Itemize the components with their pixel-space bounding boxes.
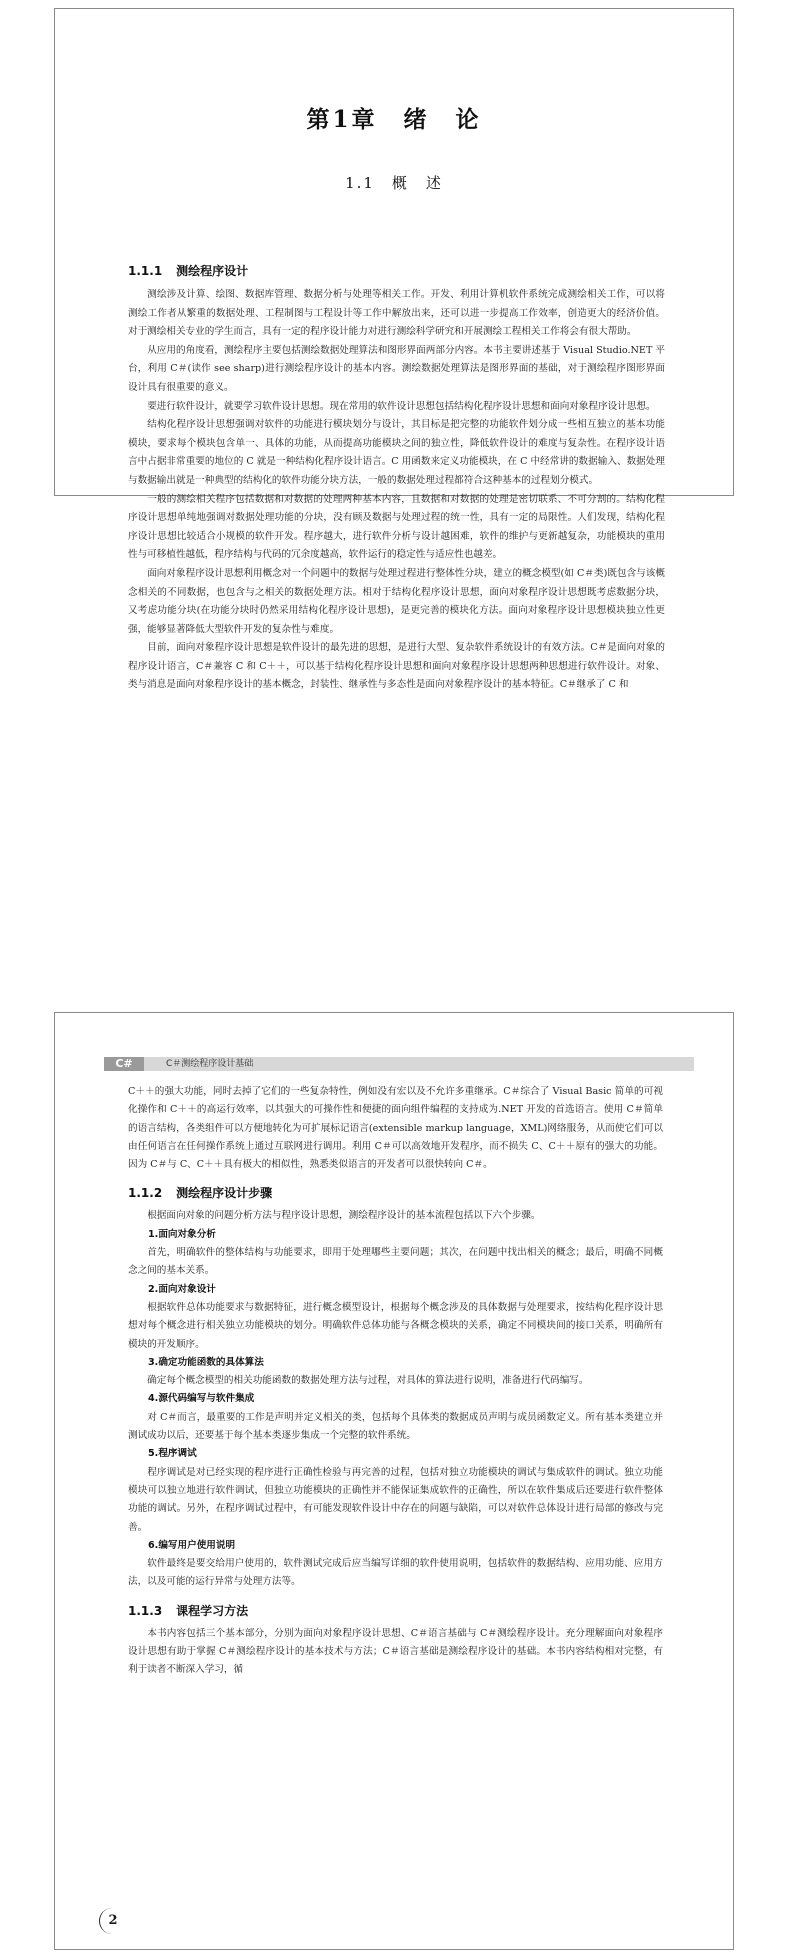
step-text: 程序调试是对已经实现的程序进行正确性检验与再完善的过程，包括对独立功能模块的调试与集成软件的调试。独立功能模块可以独立地进行软件调试，但独立功能模块的正确性并不能保证集成软件的正确性，所以在软件集成后还要进行软件整体功能的调试。另外，在程序调试过程中，有可能发现软件设计中存在的问题与缺陷，可以对软件总体设计进行局部的修改与完善。	[128, 1466, 663, 1533]
body-paragraph: 面向对象程序设计思想利用概念对一个问题中的数据与处理过程进行整体性分块，建立的概念模型(如 C＃类)既包含与该概念相关的不同数据，也包含与之相关的数据处理方法。相对于结构化程序设计思想，面向对象程序设计思想既考虑数据分块，又考虑功能分块(在功能分块时仍然采用结构化程序设计思想)，是更完善的模块化方法。面向对象程序设计思想模块独立性更强，能够显著降低大型软件开发的复杂性与难度。	[128, 567, 665, 635]
subsection-title: 测绘程序设计	[176, 264, 249, 278]
step-title: 2.面向对象设计	[148, 1283, 216, 1295]
step-text: 根据软件总体功能要求与数据特征，进行概念模型设计，根据每个概念涉及的具体数据与处理要求，按结构化程序设计思想对每个概念进行相关独立功能模块的划分。明确软件总体功能与各概念模块的关系，确定不同模块间的接口关系，明确所有模块的开发顺序。	[128, 1301, 663, 1350]
running-header	[104, 1057, 694, 1071]
step-title: 4.源代码编写与软件集成	[148, 1393, 255, 1405]
subsection-title: 课程学习方法	[176, 1603, 249, 1618]
subsection-heading-1-1-3	[128, 1602, 663, 1619]
subsection-heading-1-1-2	[128, 1184, 663, 1201]
csharp-tab-label: C#	[104, 1057, 144, 1071]
body-paragraph: 本书内容包括三个基本部分，分别为面向对象程序设计思想、C＃语言基础与 C＃测绘程序设计。充分理解面向对象程序设计思想有助于掌握 C＃测绘程序设计的基本技术与方法；C＃语言基础是测绘程序设计的基础。本书内容结构相对完整，有利于读者不断深入学习，循	[128, 1627, 663, 1676]
step-text: 确定每个概念模型的相关功能函数的数据处理方法与过程，对具体的算法进行说明，准备进行代码编写。	[147, 1375, 589, 1387]
steps-intro: 根据面向对象的问题分析方法与程序设计思想，测绘程序设计的基本流程包括以下六个步骤。	[147, 1210, 541, 1222]
subsection-number: 1.1.3	[128, 1603, 163, 1618]
page2-body	[128, 1083, 663, 1680]
body-paragraph: 目前，面向对象程序设计思想是软件设计的最先进的思想，是进行大型、复杂软件系统设计的有效方法。C＃是面向对象的程序设计语言，C＃兼容 C 和 C＋＋，可以基于结构化程序设计思想和面向对象程序设计思想两种思想进行软件设计。对象、类与消息是面向对象程序设计的基本概念，封装性、继承性与多态性是面向对象程序设计的基本特征。C＃继承了 C 和	[128, 642, 665, 691]
body-paragraph: 一般的测绘相关程序包括数据和对数据的处理两种基本内容，且数据和对数据的处理是密切联系、不可分割的。结构化程序设计思想单纯地强调对数据处理功能的分块，没有顾及数据与处理过程的统一性，具有一定的局限性。人们发现，结构化程序设计思想比较适合小规模的软件开发。程序越大，进行软件分析与设计越困难，软件的维护与更新越复杂，功能模块的重用性与可移植性越低，程序结构与代码的冗余度越高，软件运行的稳定性与适应性也越差。	[128, 493, 665, 561]
step-title: 3.确定功能函数的具体算法	[148, 1356, 264, 1368]
step-text: 对 C＃而言，最重要的工作是声明并定义相关的类，包括每个具体类的数据成员声明与成员函数定义。所有基本类建立并测试成功以后，还要基于每个基本类逐步集成一个完整的软件系统。	[128, 1411, 663, 1442]
section-title: 1.1 概 述	[345, 174, 443, 192]
body-paragraph: 要进行软件设计，就要学习软件设计思想。现在常用的软件设计思想包括结构化程序设计思想和面向对象程序设计思想。	[147, 400, 656, 412]
step-title: 6.编写用户使用说明	[148, 1539, 236, 1551]
step-title: 5.程序调试	[148, 1448, 197, 1460]
chapter-title: 第1章 绪 论	[306, 106, 482, 133]
subsection-title: 测绘程序设计步骤	[176, 1186, 273, 1201]
step-text: 软件最终是要交给用户使用的，软件测试完成后应当编写详细的软件使用说明，包括软件的数据结构、应用功能、应用方法，以及可能的运行异常与处理方法等。	[128, 1558, 663, 1588]
book-page-2	[54, 1012, 734, 1950]
subsection-number: 1.1.1	[128, 264, 163, 278]
continued-paragraph: C＋＋的强大功能，同时去掉了它们的一些复杂特性，例如没有宏以及不允许多重继承。C＃综合了 Visual Basic 简单的可视化操作和 C＋＋的高运行效率，以其强大的可操作性和便捷的面向组件编程的支持成为.NET 开发的首选语言。使用 C＃简单的语言结构，各类组件可以方便地转化为可扩展标记语言(extensible markup language，XML)网络服务，从而使它们可以由任何语言在任何操作系统上通过互联网进行调用。利用 C＃可以高效地开发程序，而不损失 C、C＋＋原有的强大的功能。因为 C＃与 C、C＋＋具有极大的相似性，熟悉类似语言的开发者可以很快转向 C＃。	[128, 1086, 663, 1171]
body-paragraph: 测绘涉及计算、绘图、数据库管理、数据分析与处理等相关工作。开发、利用计算机软件系统完成测绘相关工作，可以将测绘工作者从繁重的数据处理、工程制图与工程设计等工作中解放出来，还可以进一步提高工作效率，创造更大的经济价值。对于测绘相关专业的学生而言，具有一定的程序设计能力对进行测绘科学研究和开展测绘工程相关工作将会有很大帮助。	[128, 289, 665, 338]
subsection-number: 1.1.2	[128, 1186, 163, 1201]
body-paragraph: 结构化程序设计思想强调对软件的功能进行模块划分与设计，其目标是把完整的功能软件划分成一些相互独立的基本功能模块，要求每个模块包含单一、具体的功能，从而提高功能模块之间的独立性，降低软件设计的难度与复杂性。在程序设计语言中占据非常重要的地位的 C 就是一种结构化程序设计语言。C 用函数来定义功能模块，在 C 中经常讲的数据输入、数据处理与数据输出就是一种典型的结构化的软件功能分块方法，一般的数据处理过程都符合这种基本的过程划分模式。	[128, 419, 665, 486]
step-text: 首先，明确软件的整体结构与功能要求，即用于处理哪些主要问题；其次，在问题中找出相关的概念；最后，明确不同概念之间的基本关系。	[128, 1247, 663, 1277]
running-header-title: C＃测绘程序设计基础	[166, 1059, 254, 1069]
step-title: 1.面向对象分析	[148, 1228, 216, 1240]
body-paragraph: 从应用的角度看，测绘程序主要包括测绘数据处理算法和图形界面两部分内容。本书主要讲述基于 Visual Studio.NET 平台，利用 C＃(读作 see sharp)进行测绘程序设计的基本内容。测绘数据处理算法是图形界面的基础，对于测绘程序图形界面设计具有很重要的意义。	[128, 344, 665, 393]
subsection-heading-1-1-1	[128, 262, 665, 279]
book-page-1	[54, 8, 734, 691]
page1-body	[128, 262, 665, 695]
page-number: 2	[99, 1908, 126, 1934]
